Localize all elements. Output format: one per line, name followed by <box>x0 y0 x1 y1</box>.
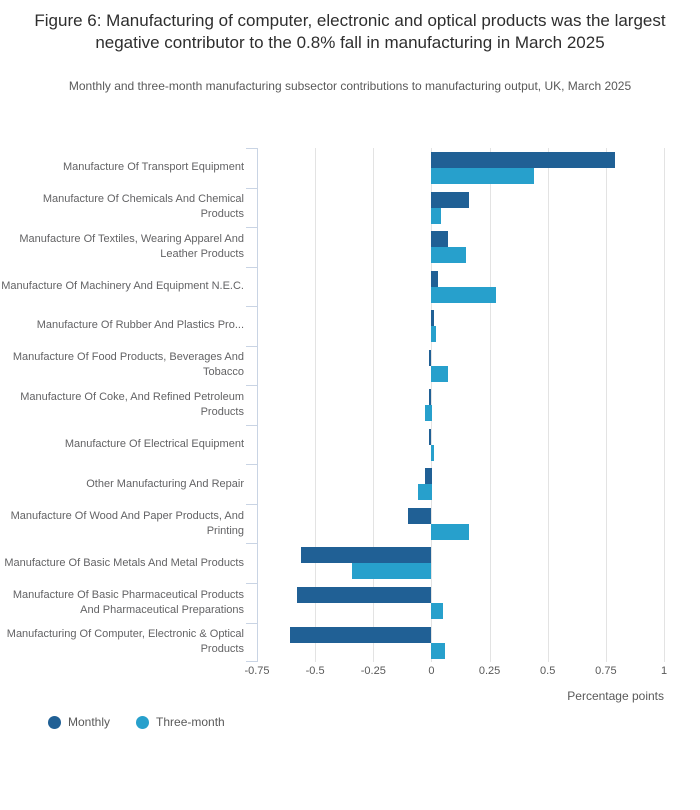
figure-subtitle: Monthly and three-month manufacturing subsector contributions to manufacturing output, UK, March 2025 <box>68 79 632 93</box>
category-label: Manufacture Of Transport Equipment <box>63 161 244 174</box>
figure-title: Figure 6: Manufacturing of computer, electronic and optical products was the largest negative contributor to the 0.8% fall in manufacturing in March 2025 <box>34 11 666 52</box>
category-axis-tick <box>246 148 257 149</box>
x-axis-tick-label: 0.5 <box>540 665 556 677</box>
x-axis-tick-label: 0.25 <box>478 665 501 677</box>
category-label: Manufacture Of Electrical Equipment <box>64 438 244 451</box>
category-axis-tick <box>246 504 257 505</box>
category-axis-tick <box>246 227 257 228</box>
category-axis-tick <box>246 583 257 584</box>
x-axis-tick-label: -0.75 <box>244 665 270 677</box>
bar-monthly[interactable] <box>431 192 468 208</box>
legend-label-three-month: Three-month <box>156 715 225 729</box>
category-label: Manufacture Of Basic Metals And Metal Products <box>4 556 244 569</box>
category-axis-tick <box>246 464 257 465</box>
category-axis-line <box>257 148 258 662</box>
bar-three-month[interactable] <box>431 247 466 263</box>
category-axis-tick <box>246 623 257 624</box>
legend-item-monthly[interactable] <box>48 715 110 729</box>
x-gridline <box>490 148 491 662</box>
category-label: Manufacturing Of Computer, Electronic & Optical Products <box>6 628 244 656</box>
bar-monthly[interactable] <box>431 271 438 287</box>
category-label: Manufacture Of Chemicals And Chemical Products <box>42 193 244 221</box>
bar-three-month[interactable] <box>431 326 436 342</box>
x-gridline <box>431 148 432 662</box>
bar-monthly[interactable] <box>408 508 431 524</box>
x-gridline <box>373 148 374 662</box>
x-axis-tick-label: -0.5 <box>305 665 325 677</box>
bar-chart-plot-area <box>0 148 700 662</box>
bar-monthly[interactable] <box>431 231 447 247</box>
monthly-series-swatch-icon <box>48 716 61 729</box>
bar-three-month[interactable] <box>431 445 433 461</box>
x-axis-tick-label: 0 <box>428 665 435 677</box>
x-gridline <box>315 148 316 662</box>
category-label: Manufacture Of Basic Pharmaceutical Products And Pharmaceutical Preparations <box>12 588 244 616</box>
bar-monthly[interactable] <box>431 152 615 168</box>
legend-label-monthly: Monthly <box>68 715 111 729</box>
bar-three-month[interactable] <box>431 643 445 659</box>
category-label: Manufacture Of Wood And Paper Products, And Printing <box>10 509 244 537</box>
x-gridline <box>664 148 665 662</box>
category-axis-tick <box>246 267 257 268</box>
category-label: Manufacture Of Coke, And Refined Petroleum Products <box>20 390 244 418</box>
x-gridline <box>606 148 607 662</box>
x-axis-tick-label: 0.75 <box>595 665 617 677</box>
bar-three-month[interactable] <box>352 563 431 579</box>
bar-monthly[interactable] <box>429 429 431 445</box>
bar-monthly[interactable] <box>425 468 432 484</box>
bar-three-month[interactable] <box>431 603 443 619</box>
x-axis-tick-label: 1 <box>660 665 668 677</box>
bar-three-month[interactable] <box>431 168 533 184</box>
x-axis-tick-label: -0.25 <box>360 665 386 677</box>
category-label: Manufacture Of Food Products, Beverages And Tobacco <box>12 351 244 379</box>
category-axis-tick <box>246 385 257 386</box>
category-label: Manufacture Of Textiles, Wearing Apparel And Leather Products <box>19 232 244 260</box>
category-axis-tick <box>246 188 257 189</box>
bar-monthly[interactable] <box>429 389 431 405</box>
bar-monthly[interactable] <box>429 350 431 366</box>
category-label: Manufacture Of Machinery And Equipment N.E.C. <box>1 279 244 292</box>
bar-monthly[interactable] <box>297 587 432 603</box>
bar-three-month[interactable] <box>431 524 468 540</box>
x-gridline <box>548 148 549 662</box>
bar-monthly[interactable] <box>431 310 433 326</box>
category-axis-tick <box>246 661 257 662</box>
three-month-series-swatch-icon <box>136 716 149 729</box>
legend-item-three-month[interactable] <box>136 715 225 729</box>
category-axis-tick <box>246 346 257 347</box>
x-axis-tick-labels <box>0 665 700 679</box>
bar-three-month[interactable] <box>418 484 432 500</box>
bar-monthly[interactable] <box>301 547 431 563</box>
chart-legend <box>48 712 225 732</box>
category-axis-tick <box>246 425 257 426</box>
bar-monthly[interactable] <box>290 627 432 643</box>
bar-three-month[interactable] <box>425 405 432 421</box>
bar-three-month[interactable] <box>431 208 440 224</box>
bar-three-month[interactable] <box>431 287 496 303</box>
bar-three-month[interactable] <box>431 366 447 382</box>
category-axis-tick <box>246 306 257 307</box>
category-axis-tick <box>246 543 257 544</box>
category-label: Manufacture Of Rubber And Plastics Pro... <box>36 319 244 332</box>
category-label: Other Manufacturing And Repair <box>86 477 244 490</box>
x-axis-title: Percentage points <box>567 689 664 703</box>
